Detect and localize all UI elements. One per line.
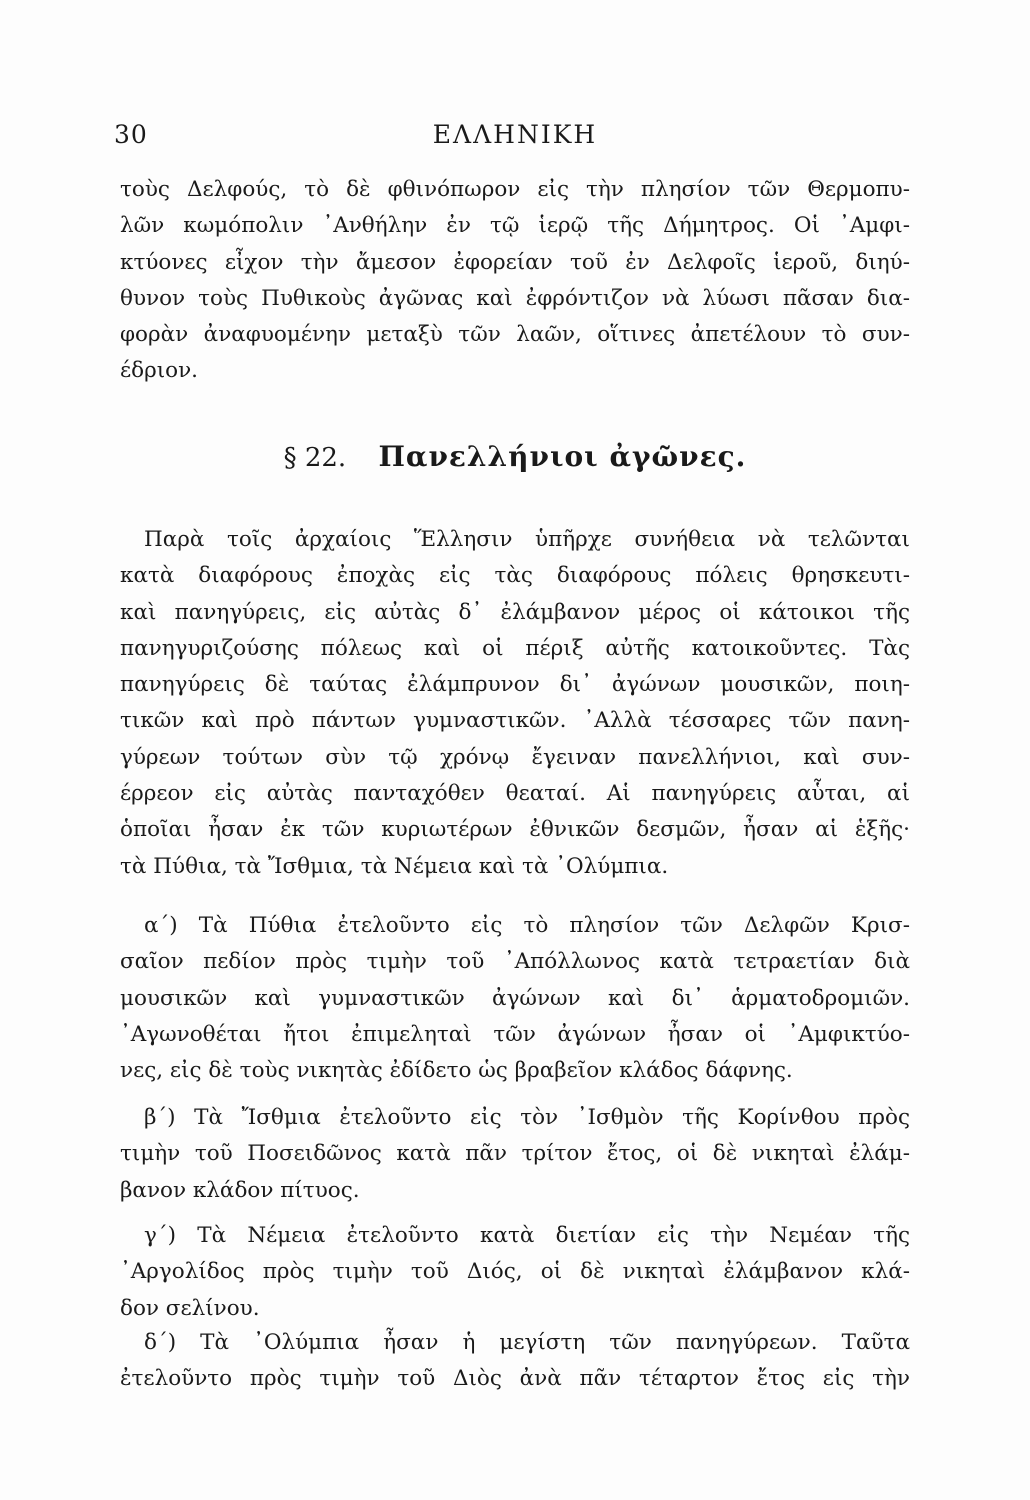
text-line: καὶ πανηγύρεις, εἰς αὐτὰς δ᾿ ἐλάμβανον μέρος οἱ κάτοικοι τῆς xyxy=(120,599,910,625)
text-line: τὰ Πύθια, τὰ Ἴσθμια, τὰ Νέμεια καὶ τὰ ᾿Ολύμπια. xyxy=(120,853,669,879)
paragraph-6 xyxy=(120,1325,910,1398)
text-line: δον σελίνου. xyxy=(120,1295,260,1321)
text-line: πανηγύρεις δὲ ταύτας ἐλάμπρυνον δι᾿ ἀγώνων μουσικῶν, ποιη- xyxy=(120,672,910,698)
text-line: Παρὰ τοῖς ἀρχαίοις Ἕλλησιν ὑπῆρχε συνήθεια νὰ τελῶνται xyxy=(144,527,910,552)
text-line: λῶν κωμόπολιν ᾿Ανθήλην ἐν τῷ ἱερῷ τῆς Δήμητρος. Οἱ ᾿Αμφι- xyxy=(120,213,910,239)
text-line: ᾿Αργολίδος πρὸς τιμὴν τοῦ Διός, οἱ δὲ νικηταὶ ἐλάμβανον κλά- xyxy=(120,1259,910,1285)
paragraph-1 xyxy=(120,172,910,390)
text-line: γύρεων τούτων σὺν τῷ χρόνῳ ἔγειναν πανελλήνιοι, καὶ συν- xyxy=(120,744,910,770)
text-line: πανηγυριζούσης πόλεως καὶ οἱ πέριξ αὐτῆς κατοικοῦντες. Τὰς xyxy=(120,635,910,661)
text-line: φορὰν ἀναφυομένην μεταξὺ τῶν λαῶν, οἵτινες ἀπετέλουν τὸ συν- xyxy=(120,322,910,348)
text-line: τοὺς Δελφούς, τὸ δὲ φθινόπωρον εἰς τὴν πλησίον τῶν Θερμοπυ- xyxy=(120,177,910,202)
text-line: νες, εἰς δὲ τοὺς νικητὰς ἐδίδετο ὡς βραβεῖον κλάδος δάφνης. xyxy=(120,1058,793,1084)
text-line: έδριον. xyxy=(120,358,199,384)
section-number: § 22. xyxy=(283,443,347,473)
text-line: κατὰ διαφόρους ἐποχὰς εἰς τὰς διαφόρους πόλεις θρησκευτι- xyxy=(120,563,910,589)
text-line: τιμὴν τοῦ Ποσειδῶνος κατὰ πᾶν τρίτον ἔτος, οἱ δὲ νικηταὶ ἐλάμ- xyxy=(120,1141,910,1167)
text-line: μουσικῶν καὶ γυμναστικῶν ἀγώνων καὶ δι᾿ ἁρματοδρομιῶν. xyxy=(120,985,910,1011)
text-line: σαῖον πεδίον πρὸς τιμὴν τοῦ ᾿Απόλλωνος κατὰ τετραετίαν διὰ xyxy=(120,949,910,975)
text-line: δ΄) Τὰ ᾿Ολύμπια ἦσαν ἡ μεγίστη τῶν πανηγύρεων. Ταῦτα xyxy=(144,1330,910,1355)
text-line: α΄) Τὰ Πύθια ἐτελοῦντο εἰς τὸ πλησίον τῶν Δελφῶν Κρισ- xyxy=(144,913,910,938)
section-title: Πανελλήνιοι ἀγῶνες. xyxy=(378,440,747,473)
text-line: έρρεον εἰς αὐτὰς πανταχόθεν θεαταί. Αἱ πανηγύρεις αὗται, αἱ xyxy=(120,781,910,807)
running-title: ΕΛΛΗΝΙΚΗ xyxy=(432,120,598,149)
text-line: θυνον τοὺς Πυθικοὺς ἀγῶνας καὶ ἐφρόντιζον νὰ λύωσι πᾶσαν δια- xyxy=(120,285,910,311)
text-line: γ΄) Τὰ Νέμεια ἐτελοῦντο κατὰ διετίαν εἰς τὴν Νεμέαν τῆς xyxy=(144,1223,910,1248)
text-line: τικῶν καὶ πρὸ πάντων γυμναστικῶν. ᾿Αλλὰ τέσσαρες τῶν πανη- xyxy=(120,708,910,734)
text-line: ἐτελοῦντο πρὸς τιμὴν τοῦ Διὸς ἀνὰ πᾶν τέταρτον ἔτος εἰς τὴν xyxy=(120,1366,910,1392)
paragraph-3 xyxy=(120,908,910,1089)
text-line: βανον κλάδον πίτυος. xyxy=(120,1177,360,1203)
page-number: 30 xyxy=(114,120,148,149)
paragraph-5 xyxy=(120,1218,910,1327)
paragraph-4 xyxy=(120,1100,910,1209)
section-heading xyxy=(0,440,1030,473)
text-line: ὁποῖαι ἦσαν ἐκ τῶν κυριωτέρων ἐθνικῶν δεσμῶν, ἦσαν αἱ ἑξῆς· xyxy=(120,817,910,843)
text-line: ᾿Αγωνοθέται ἤτοι ἐπιμεληταὶ τῶν ἀγώνων ἦσαν οἱ ᾿Αμφικτύο- xyxy=(120,1021,910,1047)
text-line: κτύονες εἶχον τὴν ἄμεσον ἐφορείαν τοῦ ἐν Δελφοῖς ἱεροῦ, διηύ- xyxy=(120,249,910,275)
text-line: β΄) Τὰ Ἴσθμια ἐτελοῦντο εἰς τὸν ᾿Ισθμὸν τῆς Κορίνθου πρὸς xyxy=(144,1105,910,1130)
paragraph-2 xyxy=(120,522,910,885)
